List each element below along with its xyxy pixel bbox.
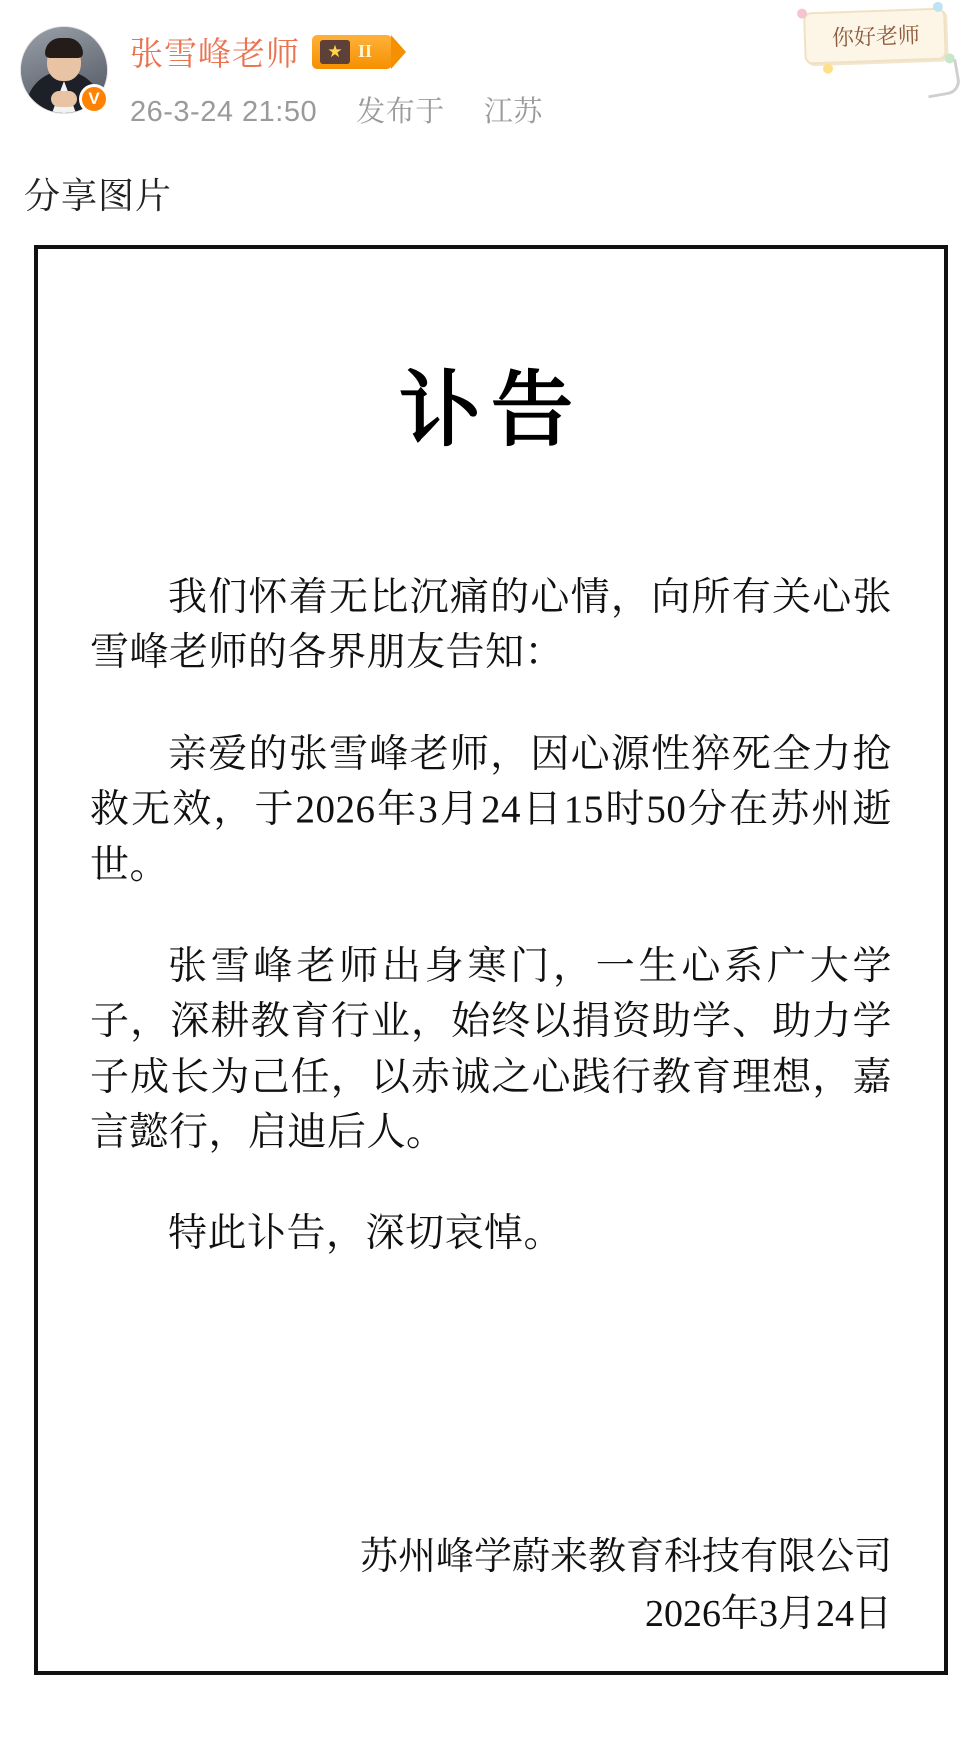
- post-location: 江苏: [483, 96, 543, 128]
- member-level-label: II: [358, 41, 373, 61]
- author-info: [130, 22, 543, 130]
- post-location-prefix: 发布于: [356, 96, 445, 128]
- member-level-badge[interactable]: [312, 35, 392, 69]
- obituary-paragraph-2: 亲爱的张雪峰老师，因心源性猝死全力抢救无效，于2026年3月24日15时50分在苏州逝世。: [90, 732, 892, 887]
- post-header: [0, 0, 970, 130]
- signature-company: 苏州峰学蔚来教育科技有限公司: [359, 1536, 892, 1578]
- obituary-paragraph-1: 我们怀着无比沉痛的心情，向所有关心张雪峰老师的各界朋友告知：: [90, 576, 892, 675]
- obituary-paragraph-3: 张雪峰老师出身寒门，一生心系广大学子，深耕教育行业，始终以捐资助学、助力学子成长为己任，以赤诚之心践行教育理想，嘉言懿行，启迪后人。: [90, 944, 892, 1154]
- author-name[interactable]: 张雪峰老师: [130, 35, 300, 72]
- crown-icon: ★: [320, 40, 350, 64]
- avatar[interactable]: [20, 26, 108, 114]
- sticker-label: 你好老师: [831, 22, 921, 51]
- post-body-title: 分享图片: [24, 175, 173, 216]
- verified-badge-icon[interactable]: V: [79, 84, 109, 114]
- sticker-dot-yellow: [823, 64, 833, 74]
- post-timestamp: 26-3-24 21:50: [130, 96, 318, 128]
- chevron-arrow-icon: [923, 59, 962, 98]
- obituary-image-card[interactable]: [34, 245, 948, 1675]
- greeting-sticker: [795, 1, 957, 77]
- author-name-row: [130, 28, 543, 75]
- obituary-paragraph-4: 特此讣告，深切哀悼。: [168, 1212, 564, 1256]
- avatar-hands: [51, 91, 77, 107]
- avatar-hair: [45, 38, 83, 58]
- obituary-signature: [90, 1529, 892, 1643]
- signature-date: 2026年3月24日: [644, 1593, 892, 1635]
- obituary-title: 讣告: [398, 365, 583, 456]
- post-meta: [130, 89, 543, 130]
